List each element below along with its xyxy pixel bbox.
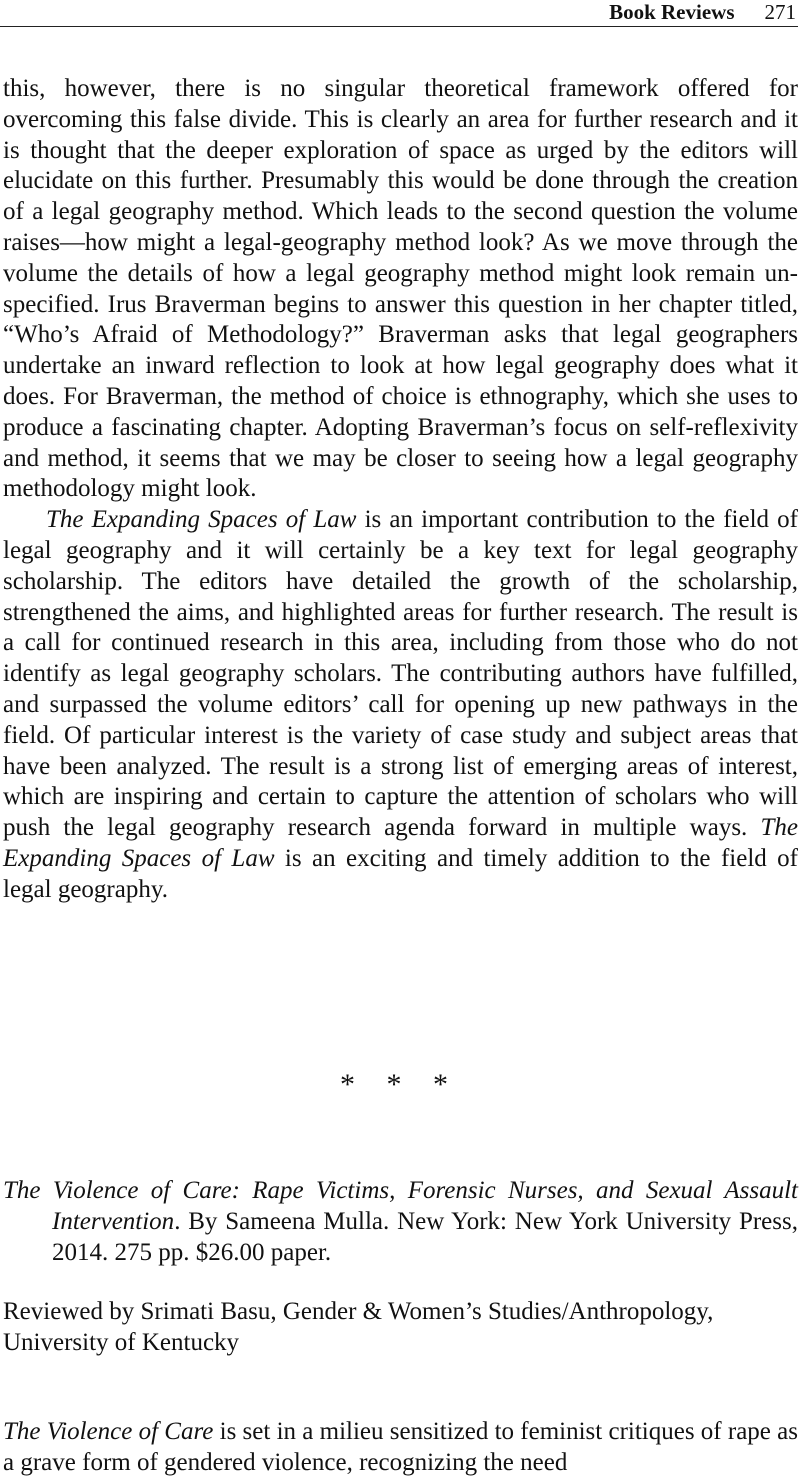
running-head [0,0,798,27]
paragraph-2-text-b: is an exciting and timely addition to the field of legal geography. [3,844,798,903]
citation-title: The Violence of Care: Rape Victims, Forensic Nurses, and Sexual Assault Intervention [3,1177,798,1235]
reviewer-credit: Reviewed by Srimati Basu, Gender & Women’s Studies/Anthropology, University of Kentucky [3,1298,714,1356]
review-body-continuation [3,74,798,906]
book-title-italic: The Expanding Spaces of Law [46,506,357,534]
book-citation [3,1175,798,1268]
page-number: 271 [764,0,796,24]
paragraph-2 [3,505,798,905]
new-review-title: The Violence of Care [3,1418,214,1445]
paragraph-1: this, however, there is no singular theoretical framework offered for overcoming this false divide. This is clearly an area for further research and it is thought that the deeper exploration of space as urged by the editors will elucidate on this further. Presumably this would be done through the creation of a legal geography method. Which leads to the second question the volume raises—how might a legal-geography method look? As we move through the volume the details of how a legal geography method might look remain un-specified. Irus Braverman begins to answer this question in her chapter titled, “Who’s Afraid of Methodology?” Braverman asks that legal geographers undertake an inward reflection to look at how legal geography does what it does. For Braverman, the method of choice is ethnography, which she uses to produce a fascinating chapter. Adopting Braverman’s focus on self-reflexivity and method, it seems that we may be closer to seeing how a legal geography methodology might look. [3,75,798,503]
new-review-text: is set in a milieu sensitized to feminist critiques of rape as a grave form of gendered violence, recognizing the need [3,1418,798,1476]
section-separator: * * * [340,1068,460,1101]
citation-details: . By Sameena Mulla. New York: New York University Press, 2014. 275 pp. $26.00 paper. [52,1208,798,1266]
paragraph-2-text-a: is an important contribution to the field of legal geography and it will certainly be a key text for legal geography scholarship. The editors have detailed the growth of the scholarship, strengthened the aims, and highlighted areas for further research. The result is a call for continued research in this area, including from those who do not identify as legal geography scholars. The contributing authors have fulfilled, and surpassed the volume editors’ call for opening up new pathways in the field. Of particular interest is the variety of case study and subject areas that have been analyzed. The result is a strong list of emerging areas of interest, which are inspiring and certain to capture the attention of scholars who will push the legal geography research agenda forward in multiple ways. [3,506,798,842]
book-title-italic-2: The Expanding Spaces of Law [3,814,798,872]
new-review-opening [3,1416,798,1478]
section-title: Book Reviews [609,0,735,24]
